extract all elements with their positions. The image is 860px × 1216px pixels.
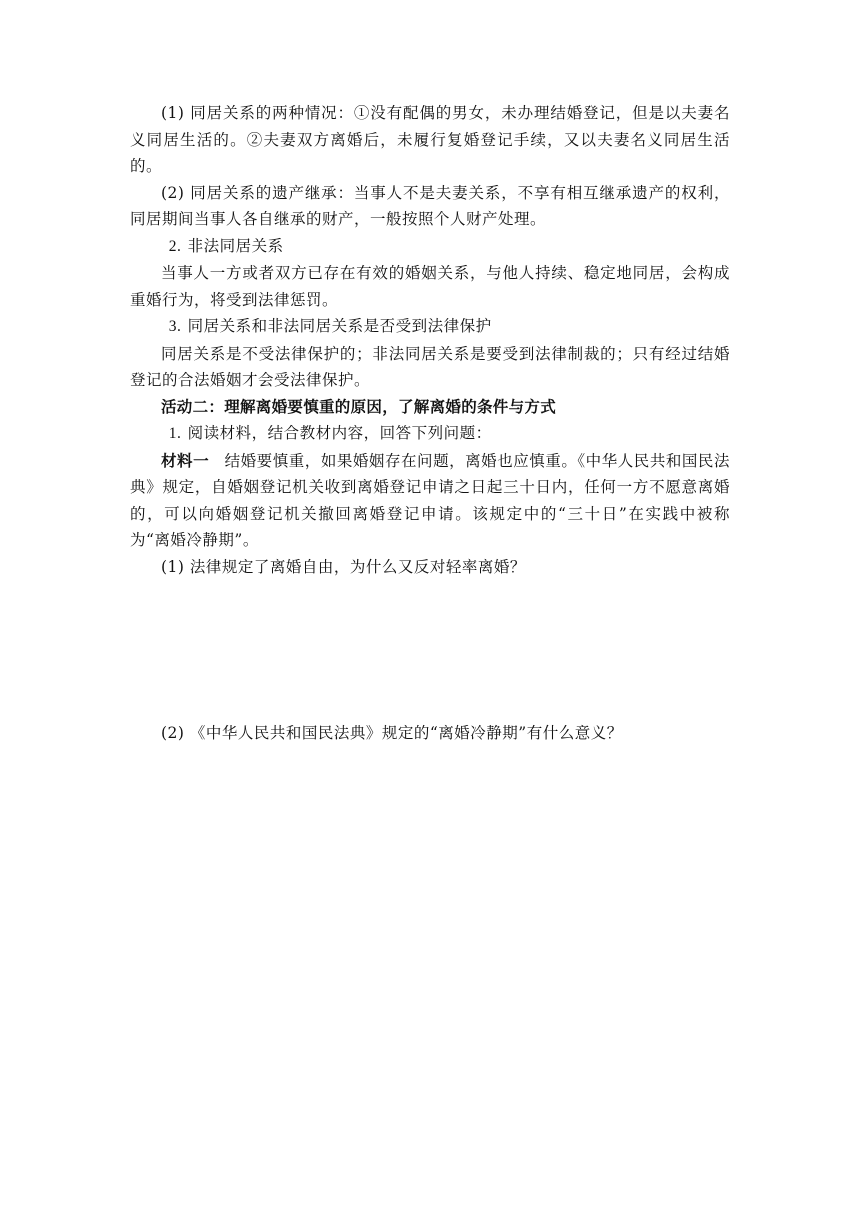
- reading-instruction: [130, 420, 730, 448]
- illegal-cohabitation-body: 当事人一方或者双方已存在有效的婚姻关系，与他人持续、稳定地同居，会构成重婚行为，将受到法律惩罚。: [130, 264, 730, 309]
- material-text: 结婚要慎重，如果婚姻存在问题，离婚也应慎重。《中华人民共和国民法典》规定，自婚姻登记机关收到离婚登记申请之日起三十日内，任何一方不愿意离婚的，可以向婚姻登记机关撤回离婚登记申请。该规定中的“三十日”在实践中被称为“离婚冷静期”。: [130, 451, 730, 549]
- question-one: (1) 法律规定了离婚自由，为什么又反对轻率离婚？: [161, 557, 526, 576]
- answer-space: [130, 580, 730, 720]
- step-text: 阅读材料，结合教材内容，回答下列问题：: [187, 424, 492, 442]
- activity-two-title: 活动二：理解离婚要慎重的原因，了解离婚的条件与方式: [161, 397, 557, 416]
- cohabitation-inheritance: (2) 同居关系的遗产继承：当事人不是夫妻关系，不享有相互继承遗产的权利，同居期间当事人各自继承的财产，一般按照个人财产处理。: [130, 183, 730, 228]
- question-two: (2) 《中华人民共和国民法典》规定的“离婚冷静期”有什么意义？: [161, 724, 623, 742]
- heading-text: 同居关系和非法同居关系是否受到法律保护: [187, 317, 492, 335]
- heading-text: 非法同居关系: [187, 236, 284, 255]
- cohabitation-situations: (1) 同居关系的两种情况：①没有配偶的男女，未办理结婚登记，但是以夫妻名义同居生活的。②夫妻双方离婚后，未履行复婚登记手续，又以夫妻名义同居生活的。: [130, 104, 730, 175]
- step-number: 1.: [168, 425, 182, 442]
- heading-number: 2.: [168, 237, 182, 255]
- material-one: [130, 448, 730, 554]
- heading-number: 3.: [168, 318, 182, 335]
- document-page: [130, 100, 730, 747]
- legal-protection-heading: [130, 313, 730, 341]
- legal-protection-body: 同居关系是不受法律保护的；非法同居关系是要受到法律制裁的；只有经过结婚登记的合法婚姻才会受法律保护。: [130, 344, 730, 389]
- illegal-cohabitation-heading: [130, 233, 730, 261]
- material-label: 材料一: [161, 451, 210, 470]
